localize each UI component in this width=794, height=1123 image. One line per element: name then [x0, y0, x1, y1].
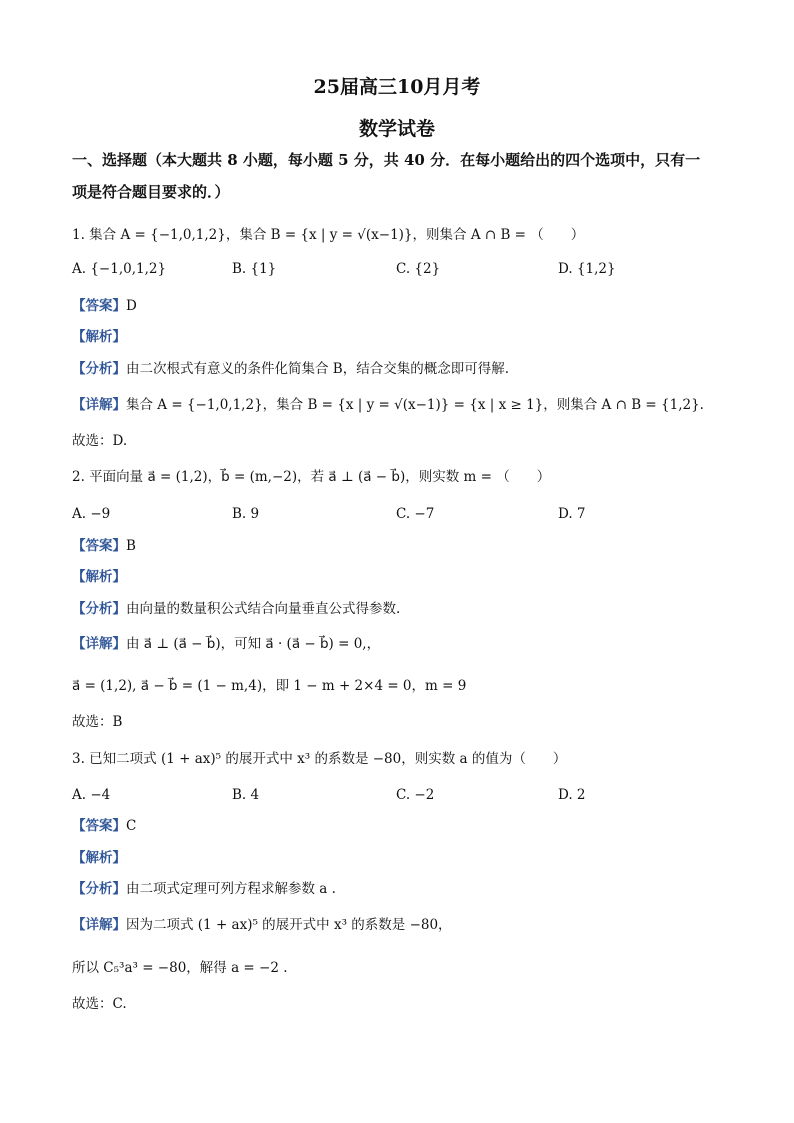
fenxi-label: 【分析】	[72, 601, 126, 617]
detail-label: 【详解】	[72, 636, 126, 652]
question-1-option-b: B. {1}	[232, 261, 277, 277]
fenxi-text: 由向量的数量积公式结合向量垂直公式得参数.	[126, 601, 401, 617]
question-2-answer	[72, 536, 136, 556]
answer-label: 【答案】	[72, 298, 126, 314]
question-3-conclusion: 故选：C.	[72, 996, 127, 1012]
question-3-fenxi	[72, 879, 336, 899]
analysis-label: 【解析】	[72, 569, 126, 585]
question-3-stem: 3. 已知二项式 (1 + ax)⁵ 的展开式中 x³ 的系数是 −80，则实数 a 的值为（ ）	[72, 751, 567, 767]
question-1-conclusion: 故选：D.	[72, 433, 128, 449]
answer-value: D	[126, 298, 137, 314]
fenxi-label: 【分析】	[72, 361, 126, 377]
question-2-detail-line2: a⃗ = (1,2), a⃗ − b⃗ = (1 − m,4)，即 1 − m + 2×4 = 0，m = 9	[72, 678, 467, 694]
detail-text: 集合 A = {−1,0,1,2}，集合 B = {x | y = √(x−1)} = {x | x ≥ 1}，则集合 A ∩ B = {1,2}.	[126, 397, 704, 413]
question-3-option-a: A. −4	[72, 787, 111, 803]
analysis-label: 【解析】	[72, 329, 126, 345]
question-2-option-b: B. 9	[232, 506, 260, 522]
section-heading-line2: 项是符合题目要求的．）	[72, 183, 230, 201]
question-2-stem: 2. 平面向量 a⃗ = (1,2)，b⃗ = (m,−2)，若 a⃗ ⊥ (a⃗ − b⃗)，则实数 m = （ ）	[72, 469, 551, 485]
detail-text: 由 a⃗ ⊥ (a⃗ − b⃗)，可知 a⃗ · (a⃗ − b⃗) = 0,，	[126, 636, 381, 652]
page-title: 25届高三10月月考	[313, 76, 481, 98]
section-heading-line1: 一、选择题（本大题共 8 小题，每小题 5 分，共 40 分．在每小题给出的四个选项中，只有一	[72, 151, 701, 169]
question-2-fenxi	[72, 599, 400, 619]
page-subtitle: 数学试卷	[358, 118, 435, 140]
answer-label: 【答案】	[72, 538, 126, 554]
question-1-option-c: C. {2}	[396, 261, 441, 277]
detail-label: 【详解】	[72, 397, 126, 413]
question-3-option-b: B. 4	[232, 787, 260, 803]
analysis-label: 【解析】	[72, 850, 126, 866]
question-2-conclusion: 故选：B	[72, 714, 123, 730]
question-2-option-a: A. −9	[72, 506, 111, 522]
detail-text: 因为二项式 (1 + ax)⁵ 的展开式中 x³ 的系数是 −80，	[126, 917, 452, 933]
question-2-option-c: C. −7	[396, 506, 435, 522]
question-1-fenxi	[72, 359, 509, 379]
question-1-answer	[72, 296, 137, 316]
question-3-answer	[72, 816, 136, 836]
detail-label: 【详解】	[72, 917, 126, 933]
question-3-detail	[72, 915, 452, 935]
fenxi-label: 【分析】	[72, 881, 126, 897]
fenxi-text: 由二次根式有意义的条件化简集合 B，结合交集的概念即可得解.	[126, 361, 510, 377]
question-2-detail	[72, 634, 380, 654]
question-1-stem: 1. 集合 A = {−1,0,1,2}，集合 B = {x | y = √(x−1)}，则集合 A ∩ B = （ ）	[72, 227, 585, 243]
question-1-option-d: D. {1,2}	[558, 261, 616, 277]
fenxi-text: 由二项式定理可列方程求解参数 a .	[126, 881, 336, 897]
question-3-detail-line2: 所以 C₅³a³ = −80，解得 a = −2 .	[72, 960, 288, 976]
question-1-option-a: A. {−1,0,1,2}	[72, 261, 167, 277]
answer-value: B	[126, 538, 136, 554]
question-3-analysis-label	[72, 848, 126, 868]
question-1-detail	[72, 395, 704, 415]
question-1-analysis-label	[72, 327, 126, 347]
question-3-option-d: D. 2	[558, 787, 586, 803]
answer-label: 【答案】	[72, 818, 126, 834]
question-3-option-c: C. −2	[396, 787, 435, 803]
question-2-analysis-label	[72, 567, 126, 587]
answer-value: C	[126, 818, 137, 834]
question-2-option-d: D. 7	[558, 506, 586, 522]
